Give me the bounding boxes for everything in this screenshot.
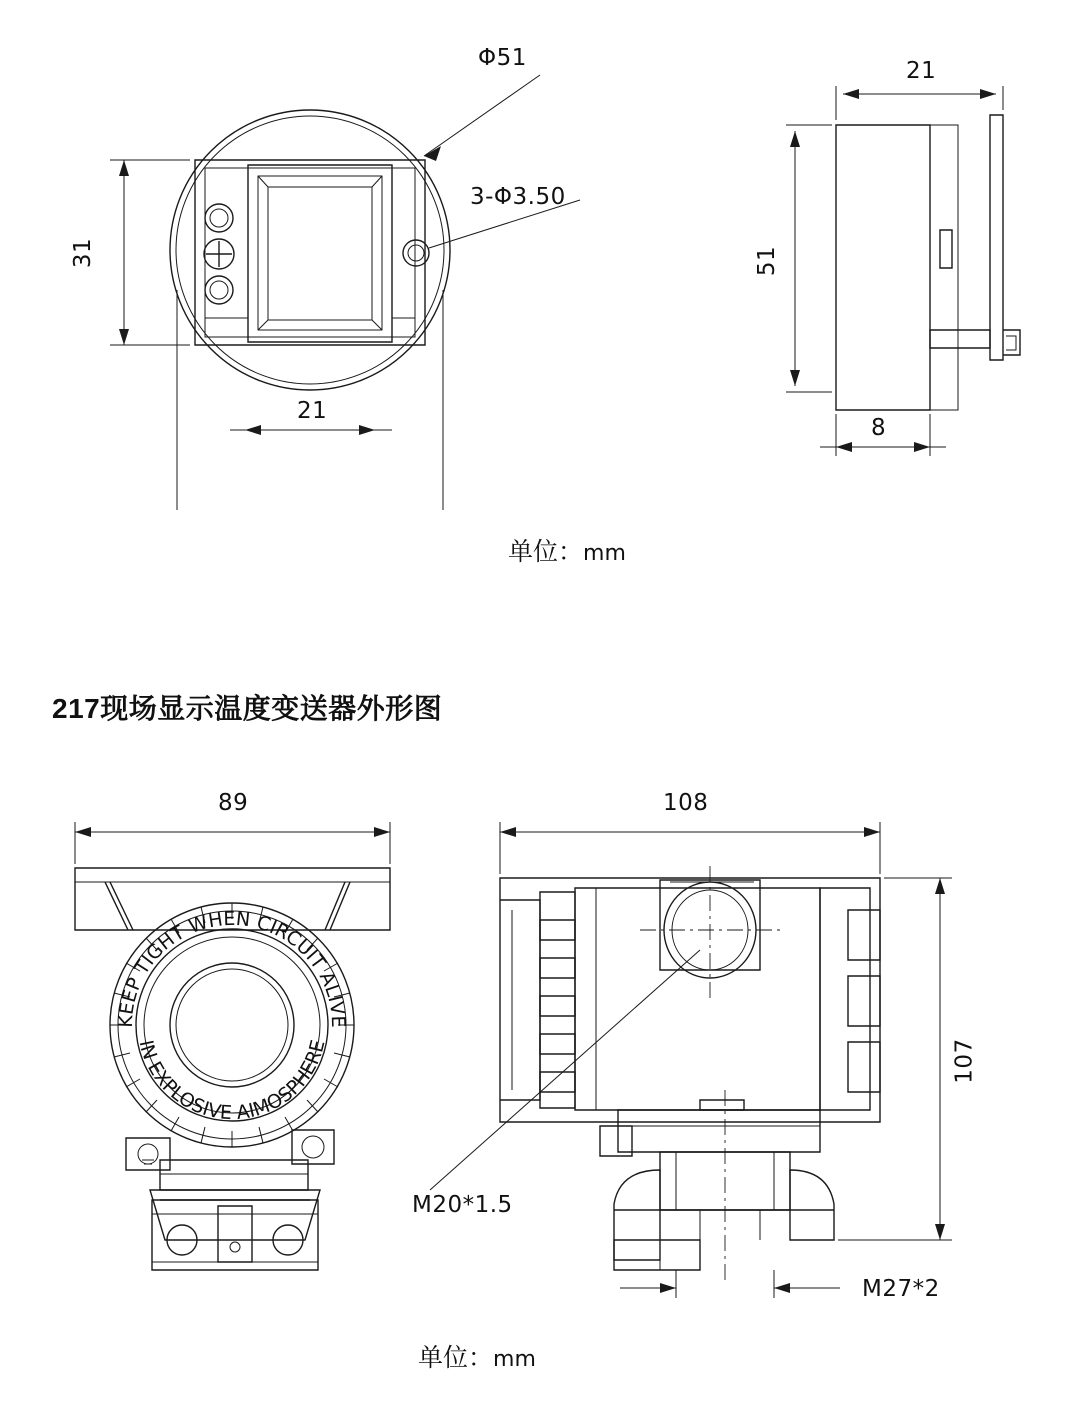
- dim-height-107: 107: [951, 1038, 978, 1084]
- section-title-217: 217现场显示温度变送器外形图: [52, 693, 443, 724]
- caption-units-prefix-bottom: 单位：: [418, 1344, 494, 1372]
- dim-height-31: 31: [70, 237, 97, 269]
- dim-hole-callout: 3-Φ3.50: [470, 184, 566, 210]
- caption-units-value-top: mm: [583, 541, 626, 566]
- caption-units-top: [508, 532, 626, 568]
- dim-depth-8-side: 8: [871, 415, 887, 441]
- transmitter-front-view-group: [75, 822, 390, 1270]
- housing-text-top: KEEP TIGHT WHEN CIRCUIT ALIVE: [114, 907, 350, 1029]
- dim-width-108: 108: [663, 790, 709, 816]
- figure-transmitter-svg: [0, 770, 1080, 1350]
- dim-thread-m27: M27*2: [862, 1276, 940, 1302]
- caption-units-bottom: [418, 1338, 536, 1374]
- dim-height-51-side: 51: [754, 245, 781, 277]
- caption-units-value-bottom: mm: [493, 1347, 536, 1372]
- figure-display-module: [0, 0, 1080, 600]
- dim-width-21-side: 21: [906, 58, 937, 84]
- dim-thread-m20: M20*1.5: [412, 1192, 513, 1218]
- figure-transmitter-outline: [0, 770, 1080, 1350]
- figure-display-module-svg: [0, 0, 1080, 600]
- dim-width-21-front: 21: [297, 398, 328, 424]
- dim-diameter-51: Φ51: [478, 45, 527, 71]
- housing-text-bottom: IN EXPLOSIVE AIMOSPHERE: [134, 1037, 330, 1125]
- front-view-group: [110, 75, 580, 510]
- side-view-group: [786, 86, 1020, 456]
- caption-units-prefix-top: 单位：: [508, 538, 584, 566]
- transmitter-side-view-group: [430, 822, 952, 1298]
- dim-width-89: 89: [218, 790, 249, 816]
